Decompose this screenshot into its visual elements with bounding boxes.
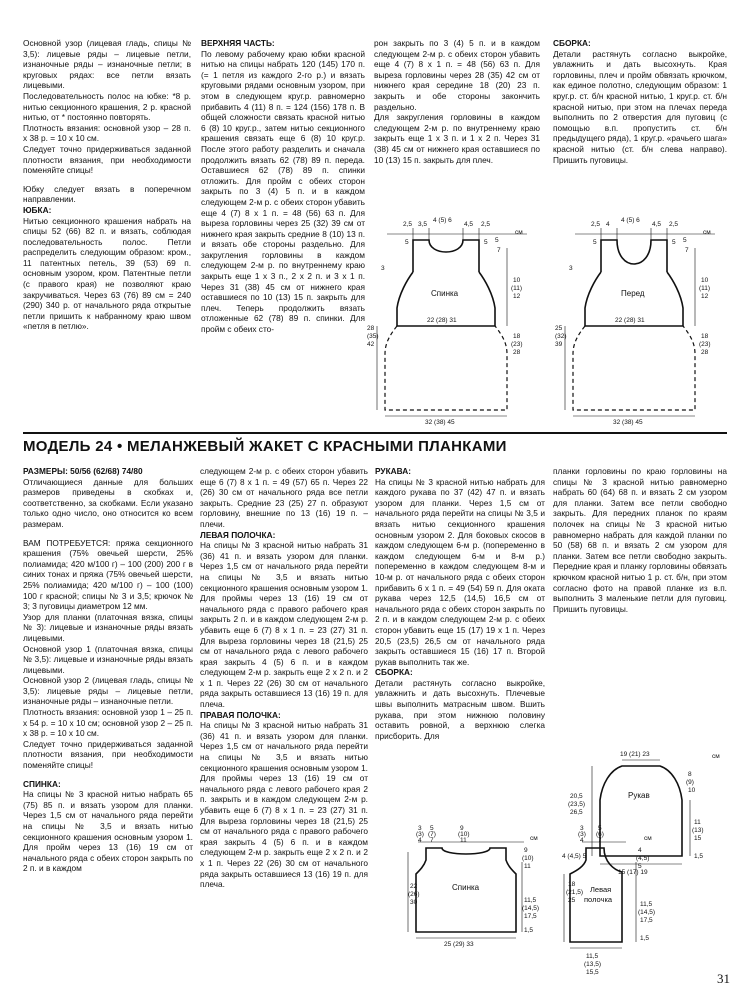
front-top-dim-top-r: 5 <box>672 239 676 246</box>
back-bottom-unit: см <box>530 835 538 842</box>
front-top-dim-row1: 10 <box>701 277 709 284</box>
paragraph: Отличающиеся данные для больших размеров приведены в скобках и, соответственно, за скобками. Если указано только одно число, оно относится ко всем размерам. <box>23 476 193 529</box>
back-bottom-dim-w2: (3) <box>416 831 424 838</box>
top-text-column-2 <box>201 38 365 335</box>
back-bottom-dim-w7: 9 <box>460 825 464 832</box>
back-bottom-dim-w6: 7 <box>430 837 434 844</box>
paragraph: Основной узор (лицевая гладь, спицы № 3,5): лицевые ряды – лицевые петли, изнаночные ряды – изнаночные петли; в круговых рядах: все петли вязать лицевыми. <box>23 38 191 91</box>
bottom-text-column-3 <box>375 466 545 741</box>
sleeve-dim-right-a: 11 <box>694 819 701 826</box>
paragraph-gap <box>23 771 193 779</box>
top-text-column-1 <box>23 38 191 332</box>
back-top-dim-left-a: (35) <box>367 333 379 340</box>
front-top-dim-top-l: 5 <box>593 239 597 246</box>
front-bottom-unit: см <box>644 835 652 842</box>
back-bottom-dim-h-c: 30 <box>410 899 418 906</box>
sleeve-dim-cap-l: 20,5 <box>570 793 583 800</box>
back-top-dim-w-b: 4,5 <box>464 221 474 228</box>
top-text-column-4 <box>553 38 727 165</box>
front-bottom-dim-r7: 1,5 <box>640 935 650 942</box>
front-bottom-dim-neck: 4 (4,5) 5 <box>562 853 587 860</box>
back-bottom-dim-w8: (10) <box>458 831 470 838</box>
page-number: 31 <box>717 971 730 986</box>
paragraph: На спицы № 3 красной нитью набрать 31 (36) 41 п. и вязать узором для планки. Через 1,5 см от начального ряда перейти на спицы № 3,5 и вязать нитью секционного крашения основным узором 1. Для проймы через 13 (16) 19 см от начального ряда с правого рабочего края закрыть 2 п. и в каждом следующем 2-м р. убавить еще 6 (7) 8 х 1 п. = 23 (27) 31 п. Для выреза горловины через 18 (21,5) 25 см от начального ряда с левого рабочего края закрыть 4 (5) 6 п. и в каждом следующем 2-м р. закрыть еще 2 х 2 п. и 2 х 1 п. Через 22 (26) 30 см от начального ряда закрыть оставшиеся 13 (16) 19 п. для плеча. <box>200 540 368 710</box>
front-bottom-dim-bottom-b: (13,5) <box>584 961 601 968</box>
sleeve-dim-cap-a: (23,5) <box>568 801 585 808</box>
front-top-dim-left-total: 25 <box>555 325 563 332</box>
sleeve-unit: см <box>712 753 720 760</box>
back-bottom-dim-w9: 11 <box>460 837 467 844</box>
sleeve-dim-side-a: 8 <box>688 771 692 778</box>
back-top-dim-row3: 12 <box>513 293 521 300</box>
back-bottom-dim-r3: 11 <box>524 863 531 870</box>
paragraph: Плотность вязания: основной узор – 28 п. х 38 р. = 10 х 10 см. <box>23 122 191 144</box>
back-top-dim-h2: 5 <box>495 237 499 244</box>
front-bottom-dim-r6: 17,5 <box>640 917 653 924</box>
front-top-dim-row2: (11) <box>699 285 711 292</box>
paragraph: Для закругления горловины в каждом следующем 2-м р. по внутреннему краю закрыть еще 1 х 3 п. и 1 х 2 п. Через 31 (38) 45 см от нижнего края оставшиеся по 10 (13) 15 п. закрыть для плеч. <box>374 112 540 165</box>
paragraph: Последовательность полос на юбке: *8 р. нитью секционного крашения, 2 р. красной нитью, от * постоянно повторять. <box>23 90 191 123</box>
back-top-dim-row1: 10 <box>513 277 521 284</box>
back-bottom-dim-h-b: (26) <box>408 891 420 898</box>
front-bottom-dim-w1: 3 <box>580 825 584 832</box>
section-heading: РУКАВА: <box>375 466 411 476</box>
paragraph: На спицы № 3 красной нитью набрать 31 (36) 41 п. и вязать узором для планки. Через 1,5 см от начального ряда перейти на спицы № 3,5 и вязать нитью секционного крашения основным узором 1. Для проймы через 13 (16) 19 см от начального ряда с левого рабочего края 2 п. закрыть и в каждом следующем 2-м р. убавить еще 6 (7) 8 х 1 п. = 23 (27) 31 п. Для выреза горловины через 18 (21,5) 25 см от начального ряда с правого рабочего края закрыть 4 (5) 6 п. и в каждом следующем 2-м р. закрыть еще 2 х 2 п. и 2 х 1 п. Через 22 (26) 30 см от начального ряда закрыть оставшиеся 13 (16) 19 п. для плеча. <box>200 720 368 890</box>
front-top-diagram <box>555 214 735 426</box>
section-heading: ВЕРХНЯЯ ЧАСТЬ: <box>201 38 275 48</box>
front-bottom-dim-w3: 4 <box>580 837 584 844</box>
sleeve-dim-right-c: 15 <box>694 835 702 842</box>
front-top-dim-left-a: (32) <box>555 333 567 340</box>
front-top-dim-w-a: 4 <box>606 221 610 228</box>
top-text-column-3 <box>374 38 540 165</box>
front-top-dim-bottom: 22 (28) 31 <box>615 317 645 324</box>
sleeve-dim-bottom: 1,5 <box>694 853 704 860</box>
bottom-text-column-4 <box>553 466 727 614</box>
paragraph: Следует точно придерживаться заданной плотности вязания, при необходимости поменяйте спицы! <box>23 143 191 176</box>
sleeve-dim-side-b: (9) <box>686 779 694 786</box>
back-bottom-dim-w4: 5 <box>430 825 434 832</box>
front-bottom-dim-w5: (6) <box>596 831 604 838</box>
front-bottom-dim-r5: (14,5) <box>638 909 655 916</box>
front-top-dim-row3: 12 <box>701 293 709 300</box>
front-bottom-dim-r3: 5 <box>638 863 642 870</box>
back-top-dim-skirt-w: 32 (38) 45 <box>425 419 455 426</box>
back-top-dim-h1: 2,5 <box>481 221 491 228</box>
front-bottom-dim-r1: 4 <box>638 847 642 854</box>
back-bottom-dim-r2: (10) <box>522 855 534 862</box>
sleeve-label: Рукав <box>628 791 650 800</box>
back-bottom-dim-w5: (7) <box>428 831 436 838</box>
back-top-dim-skirt-b: 28 <box>513 349 521 356</box>
back-top-dim-w-a: 3,5 <box>418 221 428 228</box>
front-top-dim-skirt-b: 28 <box>701 349 709 356</box>
front-bottom-dim-w4: 5 <box>598 825 602 832</box>
front-bottom-dim-h-c: 25 <box>568 897 576 904</box>
front-bottom-dim-bottom-c: 15,5 <box>586 969 599 976</box>
sleeve-dim-top: 19 (21) 23 <box>620 751 650 758</box>
back-top-dim-bottom: 22 (28) 31 <box>427 317 457 324</box>
sleeve-dim-cap-b: 26,5 <box>570 809 583 816</box>
back-top-dim-mid-h: 3 <box>381 265 385 272</box>
sleeve-dim-right-b: (13) <box>692 827 704 834</box>
back-bottom-dim-bottom: 25 (29) 33 <box>444 941 474 948</box>
sleeve-dim-width: 15 (17) 19 <box>618 869 648 876</box>
section-heading: СПИНКА: <box>23 778 61 789</box>
front-bottom-dim-h-b: (21,5) <box>566 889 583 896</box>
paragraph: ВАМ ПОТРЕБУЕТСЯ: пряжа секционного крашения (75% овечьей шерсти, 25% полиамида; 420 м/100 г) – 100 (200) 200 г в синих тонах и пряжа (75% овечьей шерсти, 25% полиамида; 420 м/100 г) – 100 (100) 100 г красной; спицы № 3 и 3,5; крючок № 3; 3 пуговицы диаметром 12 мм. <box>23 537 193 612</box>
back-bottom-diagram <box>404 822 554 952</box>
paragraph: На спицы № 3 красной нитью набрать 65 (75) 85 п. и вязать узором для планки. Через 1,5 см от начального ряда перейти на спицы № 3,5 и вязать нитью секционного крашения основным узором 1. Для пройм через 13 (16) 19 см от начального ряда с обеих сторон закрыть по 2 п. и в каждом <box>23 789 193 874</box>
back-bottom-dim-h-a: 22 <box>410 883 418 890</box>
paragraph: По левому рабочему краю юбки красной нитью на спицы набрать 120 (145) 170 п. (= 1 петля из каждого 2-го р.) и вязать круговыми рядами основным узором, при этом в следующем круг.р. равномерно прибавить 4 (11) 8 п. = 124 (156) 178 п. В общей сложности связать красной нитью 6 (8) 10 круг.р., затем нитью секционного крашения связать еще 6 (8) 10 круг.р. После этого работу разделить и сначала продолжить вязать 62 (78) 89 п. переда. Оставшиеся 62 (78) 89 п. спинки отложить. Для пройм с обеих сторон закрыть по 3 (4) 5 п. и в каждом следующем 2-м р. с обеих сторон убавить еще 4 (7) 8 х 1 п. = 48 (56) 63 п. Для выреза горловины через 25 (32) 39 см от нижнего края закрыть средние 8 (10) 13 п. и вязать обе стороны раздельно. Для закругления горловины в каждом следующем 2-м р. по внутреннему краю закрыть еще 1 х 3 п., 2 х 2 п. и 3 х 1 п. Через 31 (38) 45 см от нижнего края оставшиеся по 10 (13) 15 п. закрыть для плеч. Теперь продолжить вязать отложенные 62 (78) 89 п. спинки. Для пройм с обеих сто- <box>201 48 365 335</box>
front-top-dim-w-b: 4,5 <box>652 221 662 228</box>
back-top-unit: см <box>515 229 523 236</box>
front-top-dim-h1: 2,5 <box>669 221 679 228</box>
bottom-text-column-1 <box>23 466 193 874</box>
paragraph: Детали растянуть согласно выкройке, увлажнить и дать высохнуть. Края горловины, плеч и пройм обвязать крючком, как единое полотно, следующим образом: 1 круг.р. ст. б/н красной нитью, 1 круг.р. ст. б/н красной нитью, при этом на плечах переда выполнить по 2 отверстия для пуговиц (с помощью в.п. пропустить ст. б/н предыдущего ряда), 1 круг.р. «рачьего шага» красной нитью (ст. б/н слева направо). Пришить пуговицы. <box>553 48 727 165</box>
back-top-dim-skirt-side: 18 <box>513 333 521 340</box>
back-bottom-dim-w3: 4 <box>418 837 422 844</box>
section-heading: СБОРКА: <box>375 667 413 678</box>
back-top-dim-top-r: 5 <box>484 239 488 246</box>
paragraph: Юбку следует вязать в поперечном направлении. <box>23 183 191 205</box>
back-top-dim-skirt-a: (23) <box>511 341 523 348</box>
paragraph: Детали растянуть согласно выкройке, увлажнить и дать высохнуть. Плечевые швы выполнить матрасным швом. Вшить рукава, при этом нижнюю половину оставить ровной, а верхнюю слегка присборить. Для <box>375 677 545 741</box>
front-bottom-dim-bottom-a: 11,5 <box>586 953 599 960</box>
front-top-unit: см <box>703 229 711 236</box>
front-bottom-diagram <box>562 822 706 990</box>
paragraph: На спицы № 3 красной нитью набрать для каждого рукава по 37 (42) 47 п. и вязать узором для планки. Через 1,5 см от начального ряда перейти на спицы № 3,5 и вязать нитью секционного крашения основным узором 2. Для боковых скосов в каждом следующем 6-м р. (попеременно в каждом следующем 6-м и 8-м р.) попеременно в каждом следующем 8-м и 10-м р. от начального ряда с обеих сторон прибавить 6 х 1 п. = 49 (54) 59 п. Для оката рукава через 12,5 (14,5) 16,5 см от начального ряда с обеих сторон закрыть по 2 п. и в каждом следующем 2-м р. с обеих сторон убавить еще 15 (17) 19 х 1 п. Через 20,5 (23,5) 26,5 см от начального ряда закрыть оставшиеся 15 (16) 17 п. Второй рукав выполнить так же. <box>375 476 545 667</box>
front-top-dim-side: 7 <box>685 247 689 254</box>
back-top-dim-left-total: 28 <box>367 325 375 332</box>
paragraph: Следует точно придерживаться заданной плотности вязания, при необходимости поменяйте спицы! <box>23 738 193 771</box>
paragraph: Узор для планки (платочная вязка, спицы № 3): лицевые и изнаночные ряды вязать лицевыми. <box>23 611 193 643</box>
back-top-dim-neck: 2,5 <box>403 221 413 228</box>
back-top-dim-side: 7 <box>497 247 501 254</box>
paragraph: рон закрыть по 3 (4) 5 п. и в каждом следующем 2-м р. с обеих сторон убавить еще 4 (7) 8 х 1 п. = 48 (56) 63 п. Для выреза горловины через 28 (35) 42 см от нижнего края середине 18 (20) 23 п. закрыть и обе стороны закончить раздельно. <box>374 38 540 112</box>
back-top-label: Спинка <box>431 289 459 298</box>
back-bottom-dim-r5: (14,5) <box>522 905 539 912</box>
section-heading: ПРАВАЯ ПОЛОЧКА: <box>200 709 281 720</box>
back-bottom-dim-r4: 11,5 <box>524 897 537 904</box>
front-bottom-dim-w6: 7 <box>598 837 602 844</box>
front-top-dim-skirt-a: (23) <box>699 341 711 348</box>
front-top-label: Перед <box>621 289 645 298</box>
back-bottom-dim-w1: 3 <box>418 825 422 832</box>
back-bottom-label: Спинка <box>452 883 480 892</box>
front-top-dim-skirt-w: 32 (38) 45 <box>613 419 643 426</box>
back-top-dim-top-l: 5 <box>405 239 409 246</box>
paragraph: Основной узор 2 (лицевая гладь, спицы № 3,5): лицевые ряды – лицевые петли, изнаночные ряды – изнаночные петли. <box>23 675 193 707</box>
section-heading: РАЗМЕРЫ: 50/56 (62/68) 74/80 <box>23 466 143 476</box>
back-bottom-dim-r1: 9 <box>524 847 528 854</box>
front-bottom-dim-r2: (4,5) <box>636 855 650 862</box>
paragraph: планки горловины по краю горловины на спицы № 3 красной нитью равномерно набрать 60 (64) 68 п. и вязать 2 см узором для планки. Затем все петли свободно закрыть. Для передних планок по краям полочек на спицы № 3 красной нитью равномерно набрать для каждой планки по 50 (58) 68 п. и вязать 2 см узором для планки. Затем все петли свободно закрыть. Передние края и планку горловины обвязать крючком красной нитью 1 р. ст. б/н, при этом согласно фото на правой планке из в.п. выполнить 3 маленькие петли для пуговиц. Пришить пуговицы. <box>553 466 727 614</box>
bottom-text-column-2 <box>200 466 368 890</box>
back-top-dim-mid: 4 (5) 6 <box>433 217 452 224</box>
paragraph: Плотность вязания: основной узор 1 – 25 п. х 54 р. = 10 х 10 см; основной узор 2 – 25 п. х 38 р. = 10 х 10 см. <box>23 707 193 739</box>
front-bottom-dim-w2: (3) <box>578 831 586 838</box>
back-bottom-dim-r6: 17,5 <box>524 913 537 920</box>
front-top-dim-neck: 2,5 <box>591 221 601 228</box>
paragraph-gap <box>23 176 191 184</box>
paragraph-gap <box>23 530 193 538</box>
paragraph: Нитью секционного крашения набрать на спицы 52 (66) 82 п. и вязать, соблюдая последовательность полос. Петли распределить следующим образом: кром., 11 патентных петель, 39 (53) 69 п. основным узором, кром. Патентные петли (с правого края) не позволяют краю закручиваться. Через 63 (76) 89 см = 240 (290) 340 р. от начального ряда открытые петли пришить к набранному краю швом «петля в петлю». <box>23 215 191 332</box>
section-heading: СБОРКА: <box>553 38 591 48</box>
front-top-dim-h2: 5 <box>683 237 687 244</box>
front-bottom-dim-h-a: 18 <box>568 881 576 888</box>
front-top-dim-mid: 4 (5) 6 <box>621 217 640 224</box>
front-bottom-dim-r4: 11,5 <box>640 901 653 908</box>
front-bottom-label-2: полочка <box>584 895 613 904</box>
front-top-dim-left-b: 39 <box>555 341 563 348</box>
model-title: МОДЕЛЬ 24 • МЕЛАНЖЕВЫЙ ЖАКЕТ С КРАСНЫМИ ПЛАНКАМИ <box>23 432 727 455</box>
section-heading: ЮБКА: <box>23 204 52 215</box>
back-top-diagram <box>367 214 547 426</box>
section-heading: ЛЕВАЯ ПОЛОЧКА: <box>200 529 276 540</box>
front-bottom-label-1: Левая <box>590 885 612 894</box>
front-top-dim-skirt-side: 18 <box>701 333 709 340</box>
paragraph: Основной узор 1 (платочная вязка, спицы № 3,5): лицевые и изнаночные ряды вязать лицевыми. <box>23 643 193 675</box>
back-top-dim-row2: (11) <box>511 285 523 292</box>
front-top-dim-mid-h: 3 <box>569 265 573 272</box>
paragraph: следующем 2-м р. с обеих сторон убавить еще 6 (7) 8 х 1 п. = 49 (57) 65 п. Через 22 (26) 30 см от начального ряда все петли закрыть. Средние 23 (25) 27 п. образуют горловину, внешние по 13 (16) 19 п. – плечи. <box>200 466 368 529</box>
sleeve-dim-side-c: 10 <box>688 787 696 794</box>
back-top-dim-left-b: 42 <box>367 341 375 348</box>
back-bottom-dim-r7: 1,5 <box>524 927 534 934</box>
